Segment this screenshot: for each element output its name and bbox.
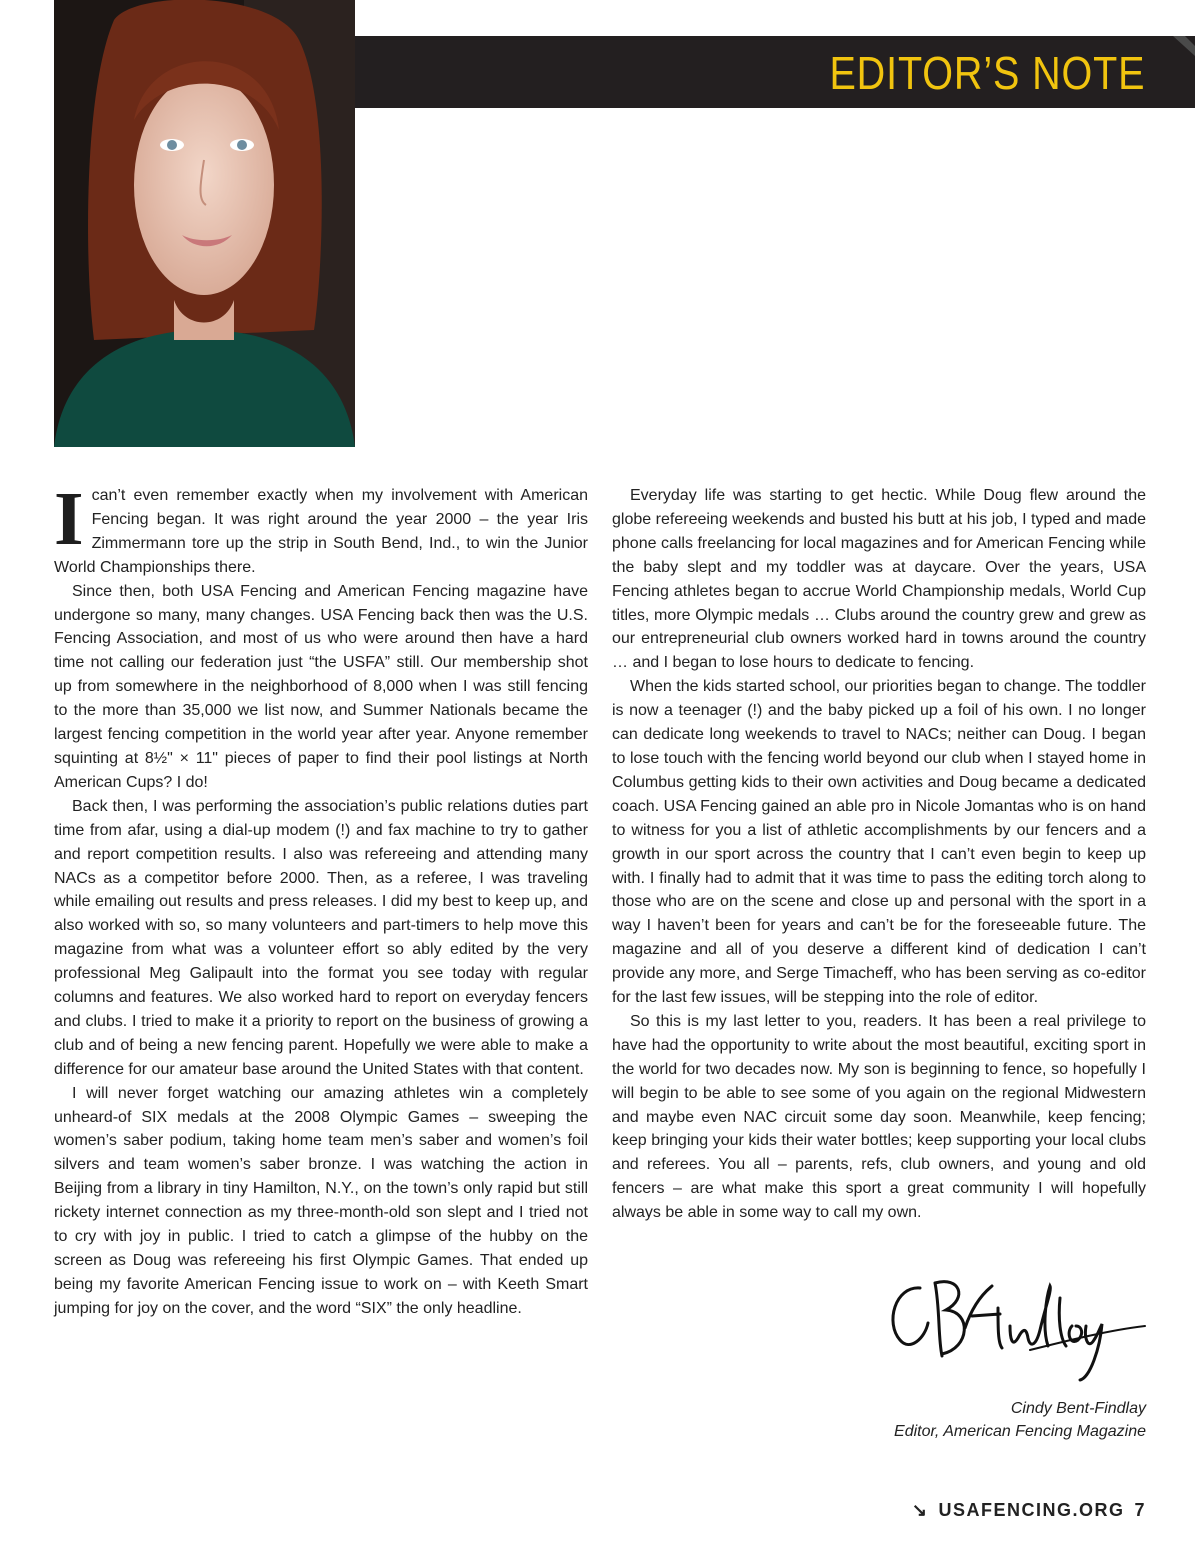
- page-title: EDITOR’S NOTE: [829, 47, 1145, 99]
- article-column-right: [612, 484, 1146, 1225]
- arrow-down-right-icon: ↘: [911, 1500, 929, 1520]
- article-paragraph: Ican’t even remember exactly when my involvement with American Fencing began. It was right around the year 2000 – the year Iris Zimmermann tore up the strip in South Bend, Ind., to win the Junior World Championships there.: [54, 477, 588, 576]
- signoff-role: Editor, American Fencing Magazine: [894, 1423, 1146, 1440]
- header-banner: [355, 36, 1165, 108]
- article-paragraph: So this is my last letter to you, readers. It has been a real privilege to have had the opportunity to write about the most beautiful, exciting sport in the world for two decades now. My son is beginning to fence, so hopefully I will begin to be able to see some of you again on the regional Midwestern and maybe even NAC circuit some day soon. Meanwhile, keep fencing; keep bringing your kids their water bottles; keep supporting your local clubs and referees. You all – parents, refs, club owners, and young and old fencers – are what make this sport a great community I will hopefully always be able in some way to call my own.: [612, 1012, 1146, 1222]
- editor-photo: [54, 0, 355, 447]
- page-footer: [912, 1500, 1146, 1521]
- article-paragraph: When the kids started school, our priorities began to change. The toddler is now a teenager (!) and the baby picked up a foil of his own. I no longer can dedicate long weekends to travel to NACs; neither can Doug. I began to lose touch with the fencing world beyond our club when I stayed home in Columbus getting kids to their own activities and Doug became a dedicated coach. USA Fencing gained an able pro in Nicole Jomantas who is on hand to witness for you a list of athletic accomplishments by our fencers and a growth in our sport across the country that I can’t even begin to keep up with. I finally had to admit that it was time to pass the editing torch along to those who are on the scene and close up and personal with the sport in a way I haven’t been for years and can’t be for the foreseeable future. The magazine and all of you deserve a different kind of dedication I can’t provide any more, and Serge Timacheff, who has been serving as co-editor for the last few issues, will be stepping into the role of editor.: [612, 678, 1146, 1007]
- article-paragraph: I will never forget watching our amazing athletes win a completely unheard-of SIX medals at the 2008 Olympic Games – sweeping the women’s saber podium, taking home team men’s saber and women’s foil silvers and team women’s saber bronze. I was watching the action in Beijing from a library in tiny Hamilton, N.Y., on the town’s only rapid but still rickety internet connection as my three-month-old son slept and I tried not to cry with joy in public. I tried to catch a glimpse of the hubby on the screen as Doug was refereeing his first Olympic Games. That ended up being my favorite American Fencing issue to work on – with Keeth Smart jumping for joy on the cover, and the word “SIX” the only headline.: [54, 1084, 588, 1317]
- drop-cap: I: [54, 477, 84, 561]
- article-paragraph: Since then, both USA Fencing and American Fencing magazine have undergone so many, many changes. USA Fencing back then was the U.S. Fencing Association, and most of us who were around then have a hard time not calling our federation just “the USFA” still. Our membership shot up from somewhere in the neighborhood of 8,000 when I was still fencing to the more than 35,000 we list now, and Summer Nationals became the largest fencing competition in the world year after year. Anyone remember squinting at 8½" × 11" pieces of paper to find their pool listings at North American Cups? I do!: [54, 582, 588, 791]
- article-paragraph: Everyday life was starting to get hectic. While Doug flew around the globe refereeing weekends and busted his butt at his job, I typed and made phone calls freelancing for local magazines and for American Fencing while the baby slept and my toddler was at daycare. Over the years, USA Fencing athletes began to accrue World Championship medals, World Cup titles, more Olympic medals … Clubs around the country grew and grew as our entrepreneurial club owners worked hard in towns around the country … and I began to lose hours to dedicate to fencing.: [612, 487, 1146, 672]
- article-column-left: [54, 477, 588, 1321]
- signoff: [894, 1397, 1146, 1443]
- handwritten-signature: [880, 1268, 1150, 1388]
- page-number: 7: [1134, 1500, 1146, 1520]
- article-paragraph: Back then, I was performing the association’s public relations duties part time from afar, using a dial-up modem (!) and fax machine to try to gather and report competition results. I also was refereeing and attending many NACs as a competitor before 2000. Then, as a referee, I was traveling while emailing out results and press releases. I did my best to keep up, and also worked with so, so many volunteers and part-timers to help move this magazine from what was a volunteer effort so ably edited by the very professional Meg Galipault into the format you see today with regular columns and features. We also worked hard to report on everyday fencers and clubs. I tried to make it a priority to report on the business of growing a club and of being a new fencing parent. Hopefully we were able to make a difference for our amateur base around the United States with that content.: [54, 797, 588, 1078]
- banner-fold-icon: [1165, 36, 1195, 108]
- signoff-name: Cindy Bent-Findlay: [1010, 1400, 1146, 1417]
- footer-site[interactable]: USAFENCING.ORG: [938, 1500, 1125, 1520]
